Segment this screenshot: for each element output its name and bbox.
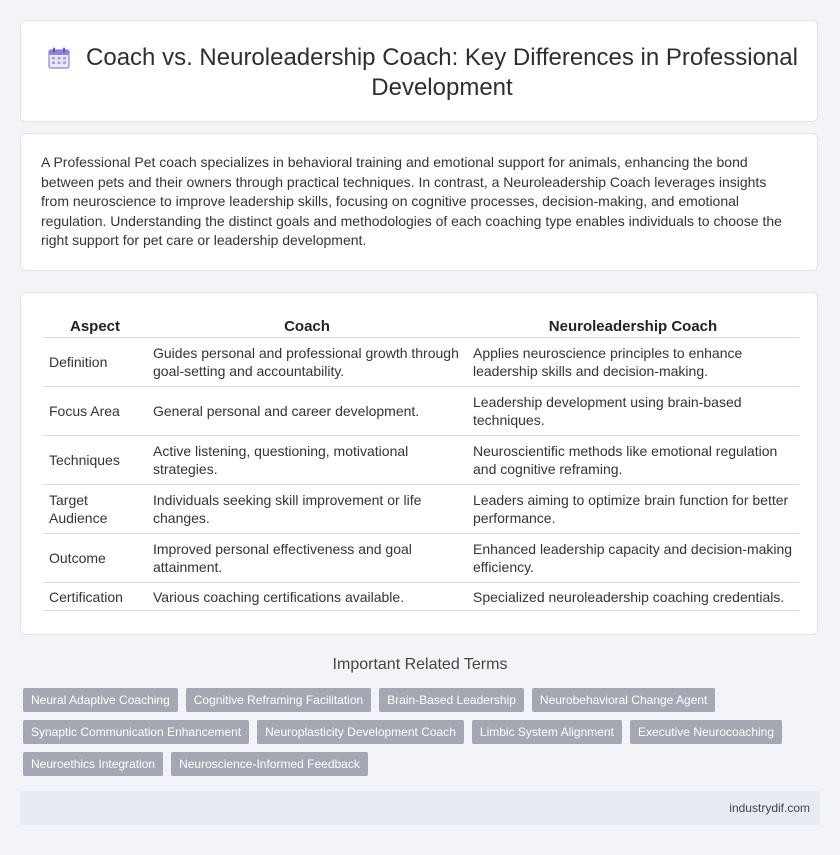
page-title: Coach vs. Neuroleadership Coach: Key Differences in Professional Development [86, 44, 798, 101]
aspect-cell: Outcome [43, 534, 147, 583]
aspect-cell: Target Audience [43, 485, 147, 534]
coach-cell: Active listening, questioning, motivational strategies. [147, 436, 467, 485]
related-term-tag[interactable]: Synaptic Communication Enhancement [23, 720, 249, 744]
aspect-cell: Certification [43, 583, 147, 611]
coach-cell: Guides personal and professional growth through goal-setting and accountability. [147, 338, 467, 387]
header-neuroleadership-coach: Neuroleadership Coach [467, 315, 799, 338]
footer-site-link[interactable]: industrydif.com [729, 801, 810, 815]
coach-cell: Individuals seeking skill improvement or life changes. [147, 485, 467, 534]
aspect-cell: Focus Area [43, 387, 147, 436]
neuro-cell: Leaders aiming to optimize brain function for better performance. [467, 485, 799, 534]
related-term-tag[interactable]: Brain-Based Leadership [379, 688, 524, 712]
footer [20, 791, 820, 825]
title-card [20, 20, 818, 122]
table-row [43, 583, 799, 611]
coach-cell: Various coaching certifications available. [147, 583, 467, 611]
comparison-table [43, 315, 799, 611]
table-row [43, 338, 799, 387]
table-header-row [43, 315, 799, 338]
related-term-tag[interactable]: Neural Adaptive Coaching [23, 688, 178, 712]
coach-cell: Improved personal effectiveness and goal attainment. [147, 534, 467, 583]
aspect-cell: Techniques [43, 436, 147, 485]
coach-cell: General personal and career development. [147, 387, 467, 436]
table-row [43, 436, 799, 485]
intro-paragraph: A Professional Pet coach specializes in behavioral training and emotional support for animals, enhancing the bond between pets and their owners through practical techniques. In contrast, a Neuroleadership Coach leverages insights from neuroscience to improve leadership skills, focusing on cognitive processes, decision-making, and emotional regulation. Understanding the distinct goals and methodologies of each coaching type enables individuals to choose the right support for pet care or leadership development. [41, 154, 782, 248]
related-terms-heading: Important Related Terms [332, 656, 508, 673]
related-term-tag[interactable]: Neuroethics Integration [23, 752, 163, 776]
related-term-tag[interactable]: Limbic System Alignment [472, 720, 622, 744]
related-term-tag[interactable]: Cognitive Reframing Facilitation [186, 688, 371, 712]
table-row [43, 387, 799, 436]
related-term-tag[interactable]: Executive Neurocoaching [630, 720, 782, 744]
header-aspect: Aspect [43, 315, 147, 338]
aspect-cell: Definition [43, 338, 147, 387]
table-row [43, 485, 799, 534]
related-term-tag[interactable]: Neuroplasticity Development Coach [257, 720, 464, 744]
neuro-cell: Specialized neuroleadership coaching credentials. [467, 583, 799, 611]
header-coach: Coach [147, 315, 467, 338]
related-term-tag[interactable]: Neurobehavioral Change Agent [532, 688, 715, 712]
neuro-cell: Neuroscientific methods like emotional regulation and cognitive reframing. [467, 436, 799, 485]
neuro-cell: Enhanced leadership capacity and decision-making efficiency. [467, 534, 799, 583]
neuro-cell: Leadership development using brain-based techniques. [467, 387, 799, 436]
neuro-cell: Applies neuroscience principles to enhance leadership skills and decision-making. [467, 338, 799, 387]
comparison-card [20, 292, 818, 635]
related-terms-list [23, 688, 803, 784]
intro-card [20, 133, 818, 271]
related-term-tag[interactable]: Neuroscience-Informed Feedback [171, 752, 368, 776]
calendar-icon [47, 46, 71, 70]
table-row [43, 534, 799, 583]
